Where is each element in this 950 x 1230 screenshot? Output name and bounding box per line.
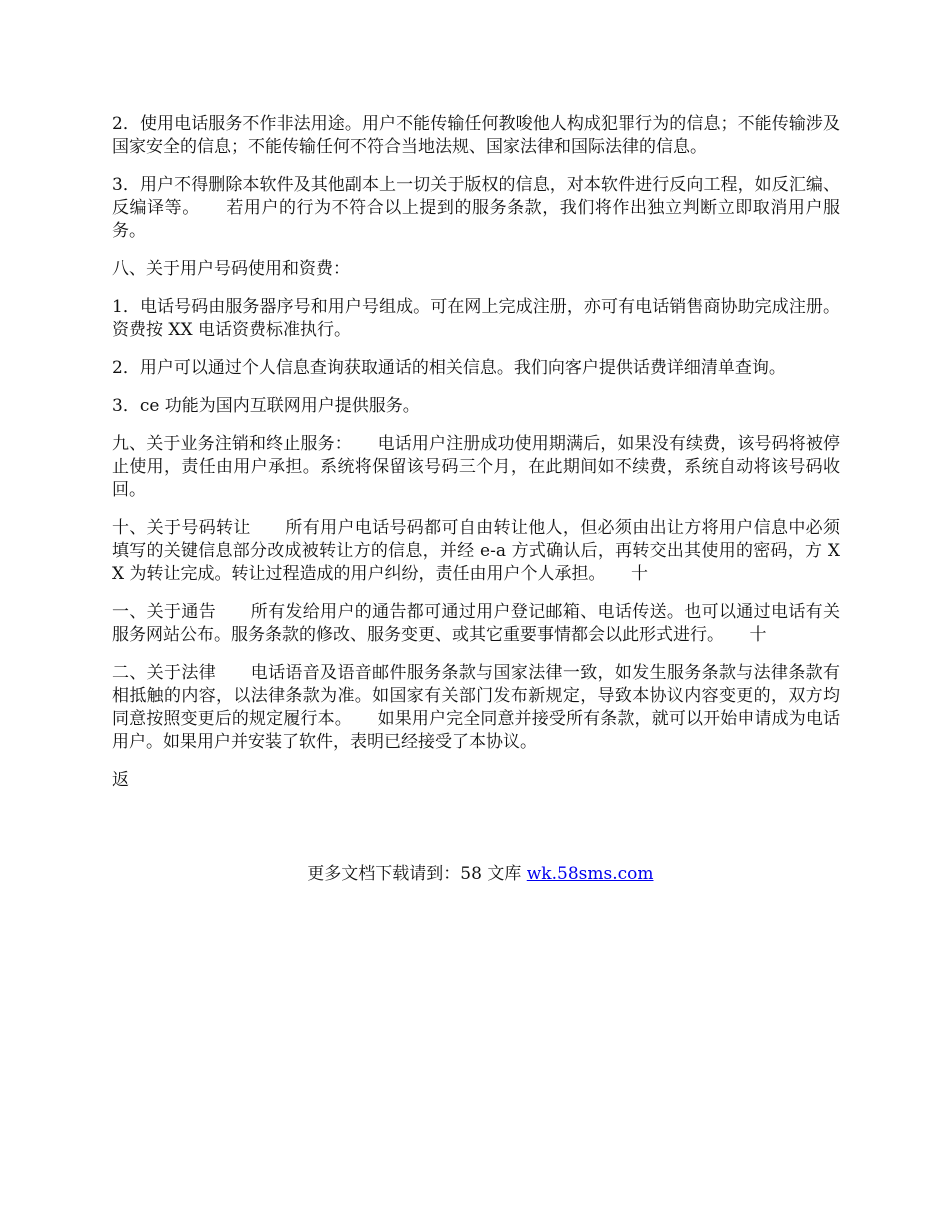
paragraph-clause-3-copyright: 3．用户不得删除本软件及其他副本上一切关于版权的信息，对本软件进行反向工程，如反汇编、反编译等。 若用户的行为不符合以上提到的服务条款，我们将作出独立判断立即取消用户服务。: [112, 175, 840, 241]
trailing-text: 返: [112, 770, 129, 790]
section-9-cancellation: 九、关于业务注销和终止服务： 电话用户注册成功使用期满后，如果没有续费，该号码将被停止使用，责任由用户承担。系统将保留该号码三个月，在此期间如不续费，系统自动将该号码收回。: [112, 434, 840, 500]
section-12-law: 二、关于法律 电话语音及语音邮件服务条款与国家法律一致，如发生服务条款与法律条款有相抵触的内容，以法律条款为准。如国家有关部门发布新规定，导致本协议内容变更的，双方均同意按照变更后的规定履行本。 如果用户完全同意并接受所有条款，就可以开始申请成为电话用户。如果用户并安装了软件，表明已经接受了本协议。: [112, 663, 840, 752]
footer: [0, 840, 950, 886]
paragraph-8-2-call-query: 2．用户可以通过个人信息查询获取通话的相关信息。我们向客户提供话费详细清单查询。: [112, 358, 786, 378]
footer-link[interactable]: wk.58sms.com: [526, 864, 654, 884]
paragraph-8-3-ce-function: 3．ce 功能为国内互联网用户提供服务。: [112, 396, 420, 416]
footer-prefix: 更多文档下载请到：58 文库: [307, 864, 527, 884]
paragraph-8-1-number-registration: 1．电话号码由服务器序号和用户号组成。可在网上完成注册，亦可有电话销售商协助完成注册。资费按 XX 电话资费标准执行。: [112, 297, 840, 340]
section-10-number-transfer: 十、关于号码转让 所有用户电话号码都可自由转让他人，但必须由出让方将用户信息中必须填写的关键信息部分改成被转让方的信息，并经 e-a 方式确认后，再转交出其使用的密码，方 XX 为转让完成。转让过程造成的用户纠纷，责任由用户个人承担。 十: [112, 518, 840, 584]
document-body: [112, 113, 840, 807]
section-heading-8: 八、关于用户号码使用和资费：: [112, 259, 350, 279]
paragraph-clause-2-legal-use: 2．使用电话服务不作非法用途。用户不能传输任何教唆他人构成犯罪行为的信息；不能传输涉及国家安全的信息；不能传输任何不符合当地法规、国家法律和国际法律的信息。: [112, 114, 840, 157]
section-11-notices: 一、关于通告 所有发给用户的通告都可通过用户登记邮箱、电话传送。也可以通过电话有关服务网站公布。服务条款的修改、服务变更、或其它重要事情都会以此形式进行。 十: [112, 602, 840, 645]
